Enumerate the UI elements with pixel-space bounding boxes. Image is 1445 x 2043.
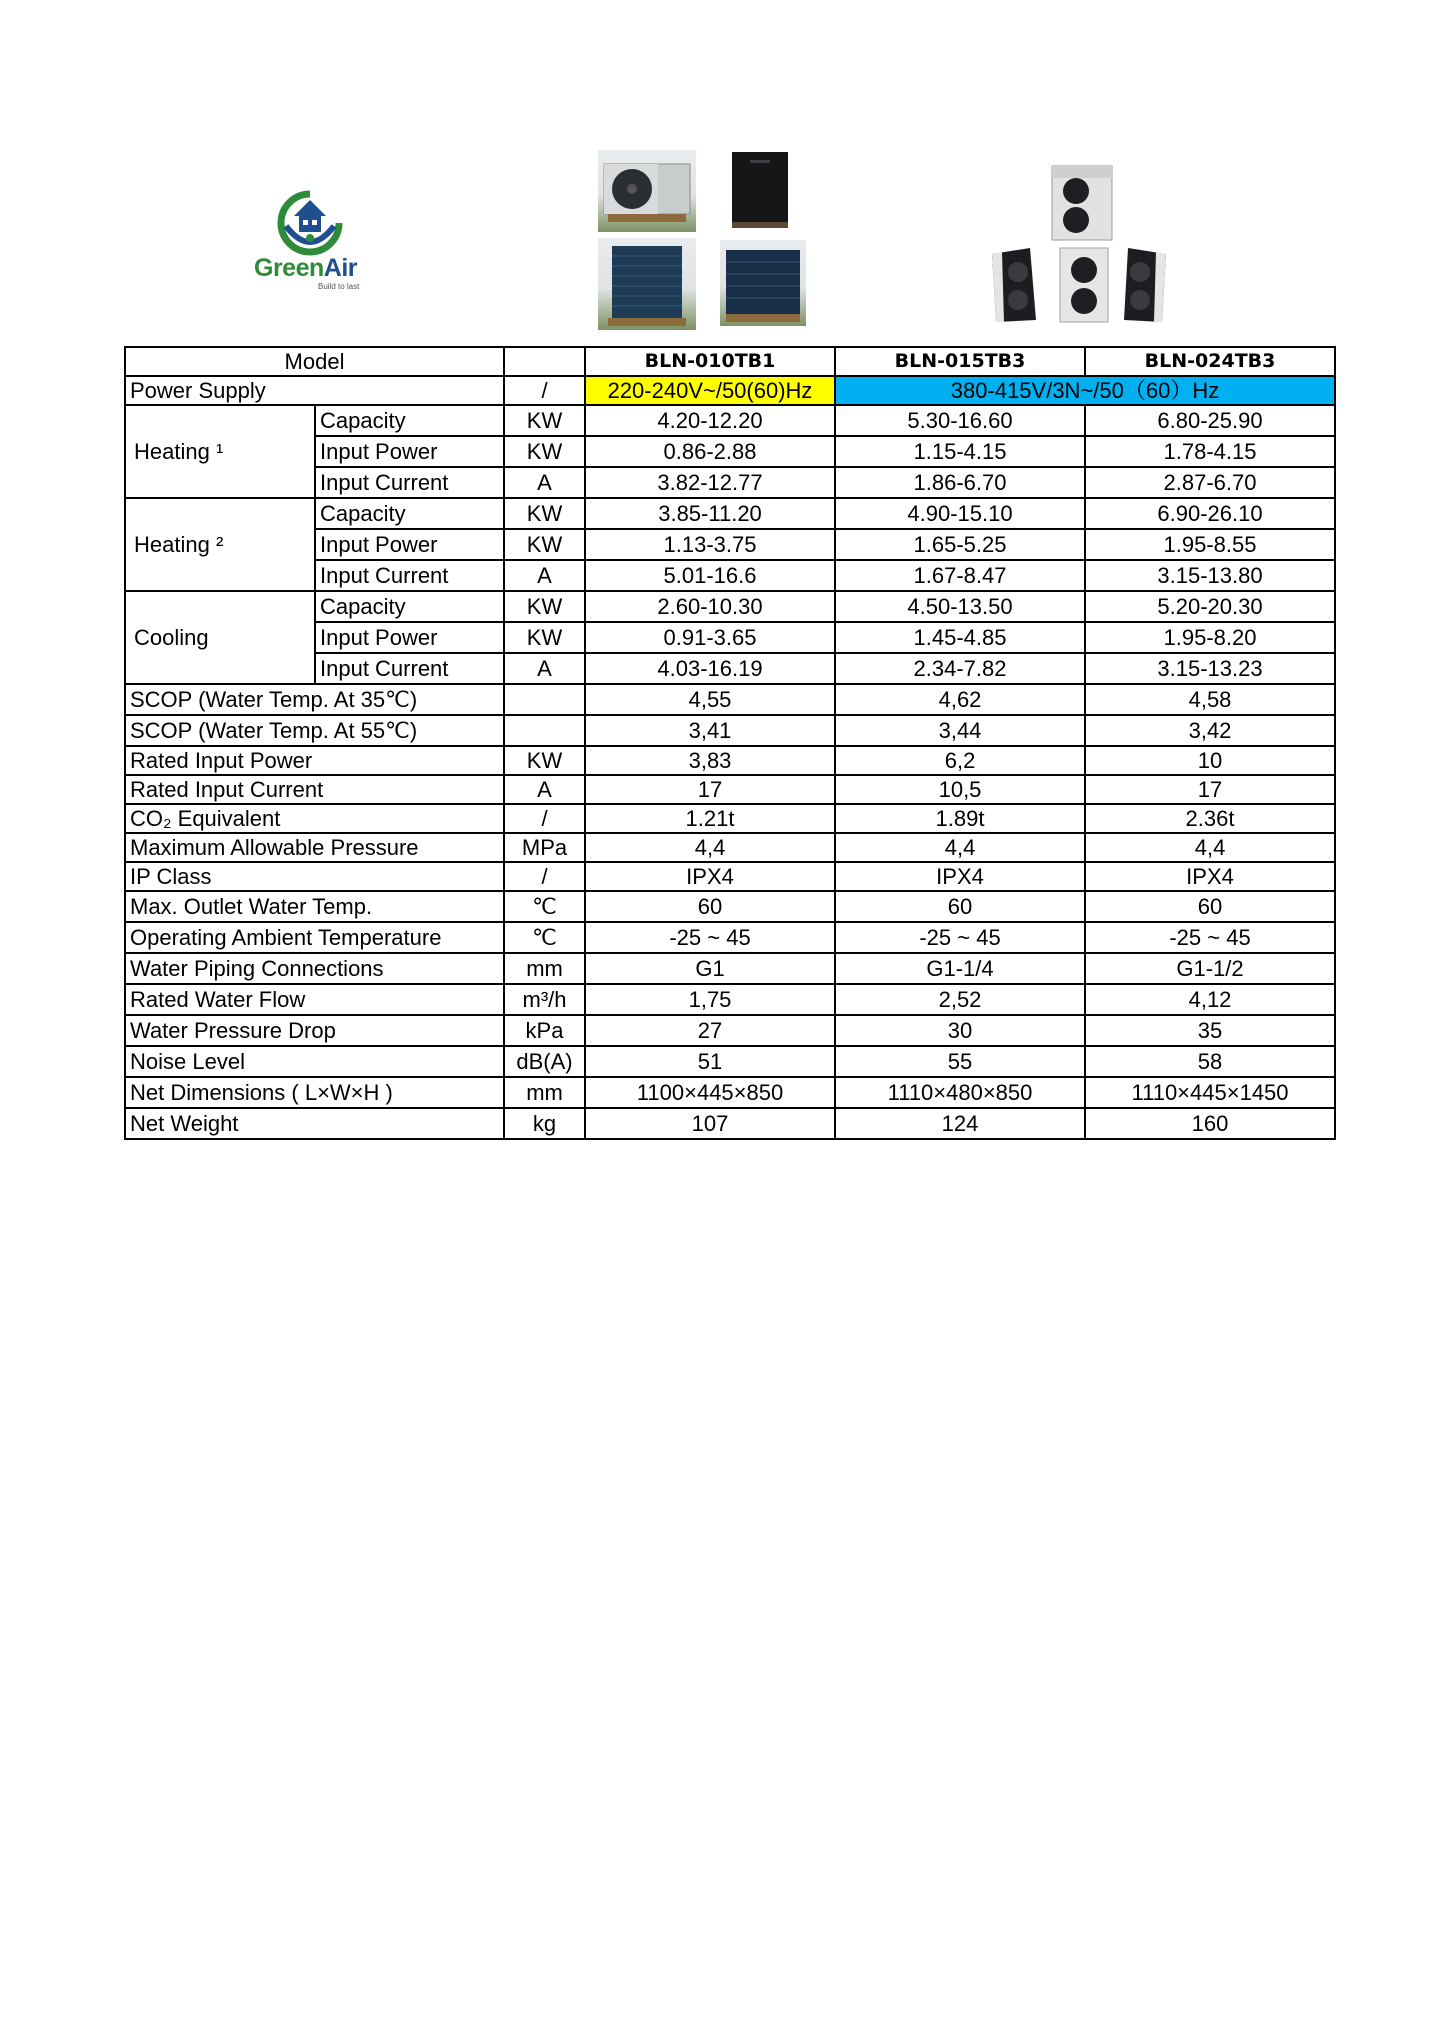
row-value: 4,4 <box>835 833 1085 862</box>
row-value: 1.65-5.25 <box>835 529 1085 560</box>
row-value: 10,5 <box>835 775 1085 804</box>
row-value: 4,4 <box>585 833 835 862</box>
row-value: 4,58 <box>1085 684 1335 715</box>
row-value: G1-1/4 <box>835 953 1085 984</box>
table-row <box>125 833 1335 862</box>
row-label: Input Current <box>315 560 504 591</box>
row-value: 3.15-13.23 <box>1085 653 1335 684</box>
power-supply-label: Power Supply <box>125 376 504 405</box>
product-photo-5 <box>1048 164 1116 242</box>
product-photo-7 <box>1056 246 1112 324</box>
row-unit: KW <box>504 622 585 653</box>
row-label: SCOP (Water Temp. At 55℃) <box>125 715 504 746</box>
table-row <box>125 862 1335 891</box>
row-unit <box>504 684 585 715</box>
row-value: 1.15-4.15 <box>835 436 1085 467</box>
row-value: 3.82-12.77 <box>585 467 835 498</box>
row-unit: A <box>504 467 585 498</box>
row-label: Capacity <box>315 591 504 622</box>
brand-logo <box>248 190 378 290</box>
row-label: Net Weight <box>125 1108 504 1139</box>
row-value: 1100×445×850 <box>585 1077 835 1108</box>
row-value: 17 <box>585 775 835 804</box>
row-value: IPX4 <box>835 862 1085 891</box>
row-value: 3.85-11.20 <box>585 498 835 529</box>
power-supply-unit: / <box>504 376 585 405</box>
table-row <box>125 1046 1335 1077</box>
row-value: 1.89t <box>835 804 1085 833</box>
row-label: Noise Level <box>125 1046 504 1077</box>
row-value: 1.67-8.47 <box>835 560 1085 591</box>
row-value: 10 <box>1085 746 1335 775</box>
table-row <box>125 591 1335 622</box>
row-unit: KW <box>504 498 585 529</box>
row-unit: KW <box>504 405 585 436</box>
product-photo-8 <box>1120 246 1170 324</box>
product-photo-6 <box>990 246 1038 324</box>
row-unit: A <box>504 560 585 591</box>
table-row <box>125 1015 1335 1046</box>
product-photo-2 <box>720 150 800 230</box>
row-unit: KW <box>504 591 585 622</box>
row-value: 1.13-3.75 <box>585 529 835 560</box>
row-value: 4,12 <box>1085 984 1335 1015</box>
row-value: 30 <box>835 1015 1085 1046</box>
row-unit: kPa <box>504 1015 585 1046</box>
row-label: IP Class <box>125 862 504 891</box>
row-value: IPX4 <box>1085 862 1335 891</box>
row-unit: ℃ <box>504 922 585 953</box>
row-value: 1.86-6.70 <box>835 467 1085 498</box>
table-row <box>125 684 1335 715</box>
row-value: 1.95-8.55 <box>1085 529 1335 560</box>
row-unit: KW <box>504 529 585 560</box>
power-supply-three-phase: 380-415V/3N~/50（60）Hz <box>835 376 1335 405</box>
row-unit: ℃ <box>504 891 585 922</box>
table-row <box>125 498 1335 529</box>
row-value: 51 <box>585 1046 835 1077</box>
brand-name-air: Air <box>323 254 357 282</box>
row-value: 60 <box>585 891 835 922</box>
row-label: Rated Input Power <box>125 746 504 775</box>
row-value: 2.87-6.70 <box>1085 467 1335 498</box>
row-value: IPX4 <box>585 862 835 891</box>
row-unit: / <box>504 862 585 891</box>
table-row <box>125 405 1335 436</box>
row-label: Max. Outlet Water Temp. <box>125 891 504 922</box>
row-value: 17 <box>1085 775 1335 804</box>
row-label: Input Current <box>315 467 504 498</box>
table-row <box>125 891 1335 922</box>
row-unit <box>504 715 585 746</box>
row-value: 6.90-26.10 <box>1085 498 1335 529</box>
row-label: Net Dimensions ( L×W×H ) <box>125 1077 504 1108</box>
power-supply-row <box>125 376 1335 405</box>
table-row <box>125 804 1335 833</box>
row-value: 3.15-13.80 <box>1085 560 1335 591</box>
row-unit: A <box>504 775 585 804</box>
row-value: 4.90-15.10 <box>835 498 1085 529</box>
row-label: Input Current <box>315 653 504 684</box>
row-unit: kg <box>504 1108 585 1139</box>
row-value: -25 ~ 45 <box>585 922 835 953</box>
row-value: G1 <box>585 953 835 984</box>
row-unit: MPa <box>504 833 585 862</box>
table-row <box>125 953 1335 984</box>
group-heating-2: Heating ² <box>125 498 315 591</box>
row-label: Capacity <box>315 498 504 529</box>
row-value: 3,44 <box>835 715 1085 746</box>
row-value: 4.50-13.50 <box>835 591 1085 622</box>
row-label: Capacity <box>315 405 504 436</box>
row-value: 5.30-16.60 <box>835 405 1085 436</box>
brand-tagline: Build to last <box>318 282 360 291</box>
row-unit: dB(A) <box>504 1046 585 1077</box>
row-value: 5.20-20.30 <box>1085 591 1335 622</box>
model-2: BLN-015TB3 <box>835 347 1085 376</box>
row-unit: A <box>504 653 585 684</box>
group-cooling: Cooling <box>125 591 315 684</box>
row-value: 2.60-10.30 <box>585 591 835 622</box>
table-row <box>125 922 1335 953</box>
product-photo-4 <box>720 240 806 326</box>
row-value: 60 <box>1085 891 1335 922</box>
row-unit: / <box>504 804 585 833</box>
row-value: 4,62 <box>835 684 1085 715</box>
row-value: 1.78-4.15 <box>1085 436 1335 467</box>
product-photo-1 <box>598 150 696 232</box>
unit-header <box>504 347 585 376</box>
row-value: 55 <box>835 1046 1085 1077</box>
row-label: Rated Input Current <box>125 775 504 804</box>
row-value: 4.20-12.20 <box>585 405 835 436</box>
header-row <box>125 347 1335 376</box>
row-value: 2,52 <box>835 984 1085 1015</box>
table-row <box>125 984 1335 1015</box>
row-value: 35 <box>1085 1015 1335 1046</box>
row-value: -25 ~ 45 <box>835 922 1085 953</box>
row-label: CO₂ Equivalent <box>125 804 504 833</box>
row-label: Rated Water Flow <box>125 984 504 1015</box>
table-row <box>125 1077 1335 1108</box>
model-3: BLN-024TB3 <box>1085 347 1335 376</box>
group-heating-1: Heating ¹ <box>125 405 315 498</box>
row-value: 124 <box>835 1108 1085 1139</box>
row-value: 0.91-3.65 <box>585 622 835 653</box>
row-value: 27 <box>585 1015 835 1046</box>
row-value: 2.36t <box>1085 804 1335 833</box>
row-value: 3,41 <box>585 715 835 746</box>
power-supply-single-phase: 220-240V~/50(60)Hz <box>585 376 835 405</box>
row-value: 0.86-2.88 <box>585 436 835 467</box>
product-photo-3 <box>598 238 696 330</box>
row-value: 160 <box>1085 1108 1335 1139</box>
house-logo-icon <box>272 190 348 256</box>
row-value: 1.21t <box>585 804 835 833</box>
row-value: 6,2 <box>835 746 1085 775</box>
row-label: Water Piping Connections <box>125 953 504 984</box>
model-label: Model <box>125 347 504 376</box>
row-unit: KW <box>504 746 585 775</box>
row-value: 4.03-16.19 <box>585 653 835 684</box>
row-unit: mm <box>504 953 585 984</box>
model-1: BLN-010TB1 <box>585 347 835 376</box>
row-value: 1,75 <box>585 984 835 1015</box>
table-row <box>125 715 1335 746</box>
row-value: 60 <box>835 891 1085 922</box>
row-value: 5.01-16.6 <box>585 560 835 591</box>
row-label: Maximum Allowable Pressure <box>125 833 504 862</box>
row-value: -25 ~ 45 <box>1085 922 1335 953</box>
row-unit: mm <box>504 1077 585 1108</box>
row-unit: m³/h <box>504 984 585 1015</box>
row-label: Input Power <box>315 529 504 560</box>
row-value: 1110×480×850 <box>835 1077 1085 1108</box>
row-value: 3,83 <box>585 746 835 775</box>
spec-table <box>124 346 1336 1140</box>
row-value: 1.95-8.20 <box>1085 622 1335 653</box>
row-unit: KW <box>504 436 585 467</box>
table-row <box>125 746 1335 775</box>
row-value: 1.45-4.85 <box>835 622 1085 653</box>
table-row <box>125 1108 1335 1139</box>
brand-name-green: Green <box>254 254 324 282</box>
row-value: 4,4 <box>1085 833 1335 862</box>
row-value: 4,55 <box>585 684 835 715</box>
row-value: 3,42 <box>1085 715 1335 746</box>
row-value: 6.80-25.90 <box>1085 405 1335 436</box>
row-value: 58 <box>1085 1046 1335 1077</box>
row-value: 107 <box>585 1108 835 1139</box>
row-label: Operating Ambient Temperature <box>125 922 504 953</box>
table-row <box>125 775 1335 804</box>
row-label: Input Power <box>315 622 504 653</box>
row-label: Water Pressure Drop <box>125 1015 504 1046</box>
row-value: 2.34-7.82 <box>835 653 1085 684</box>
row-label: SCOP (Water Temp. At 35℃) <box>125 684 504 715</box>
row-value: 1110×445×1450 <box>1085 1077 1335 1108</box>
row-value: G1-1/2 <box>1085 953 1335 984</box>
row-label: Input Power <box>315 436 504 467</box>
